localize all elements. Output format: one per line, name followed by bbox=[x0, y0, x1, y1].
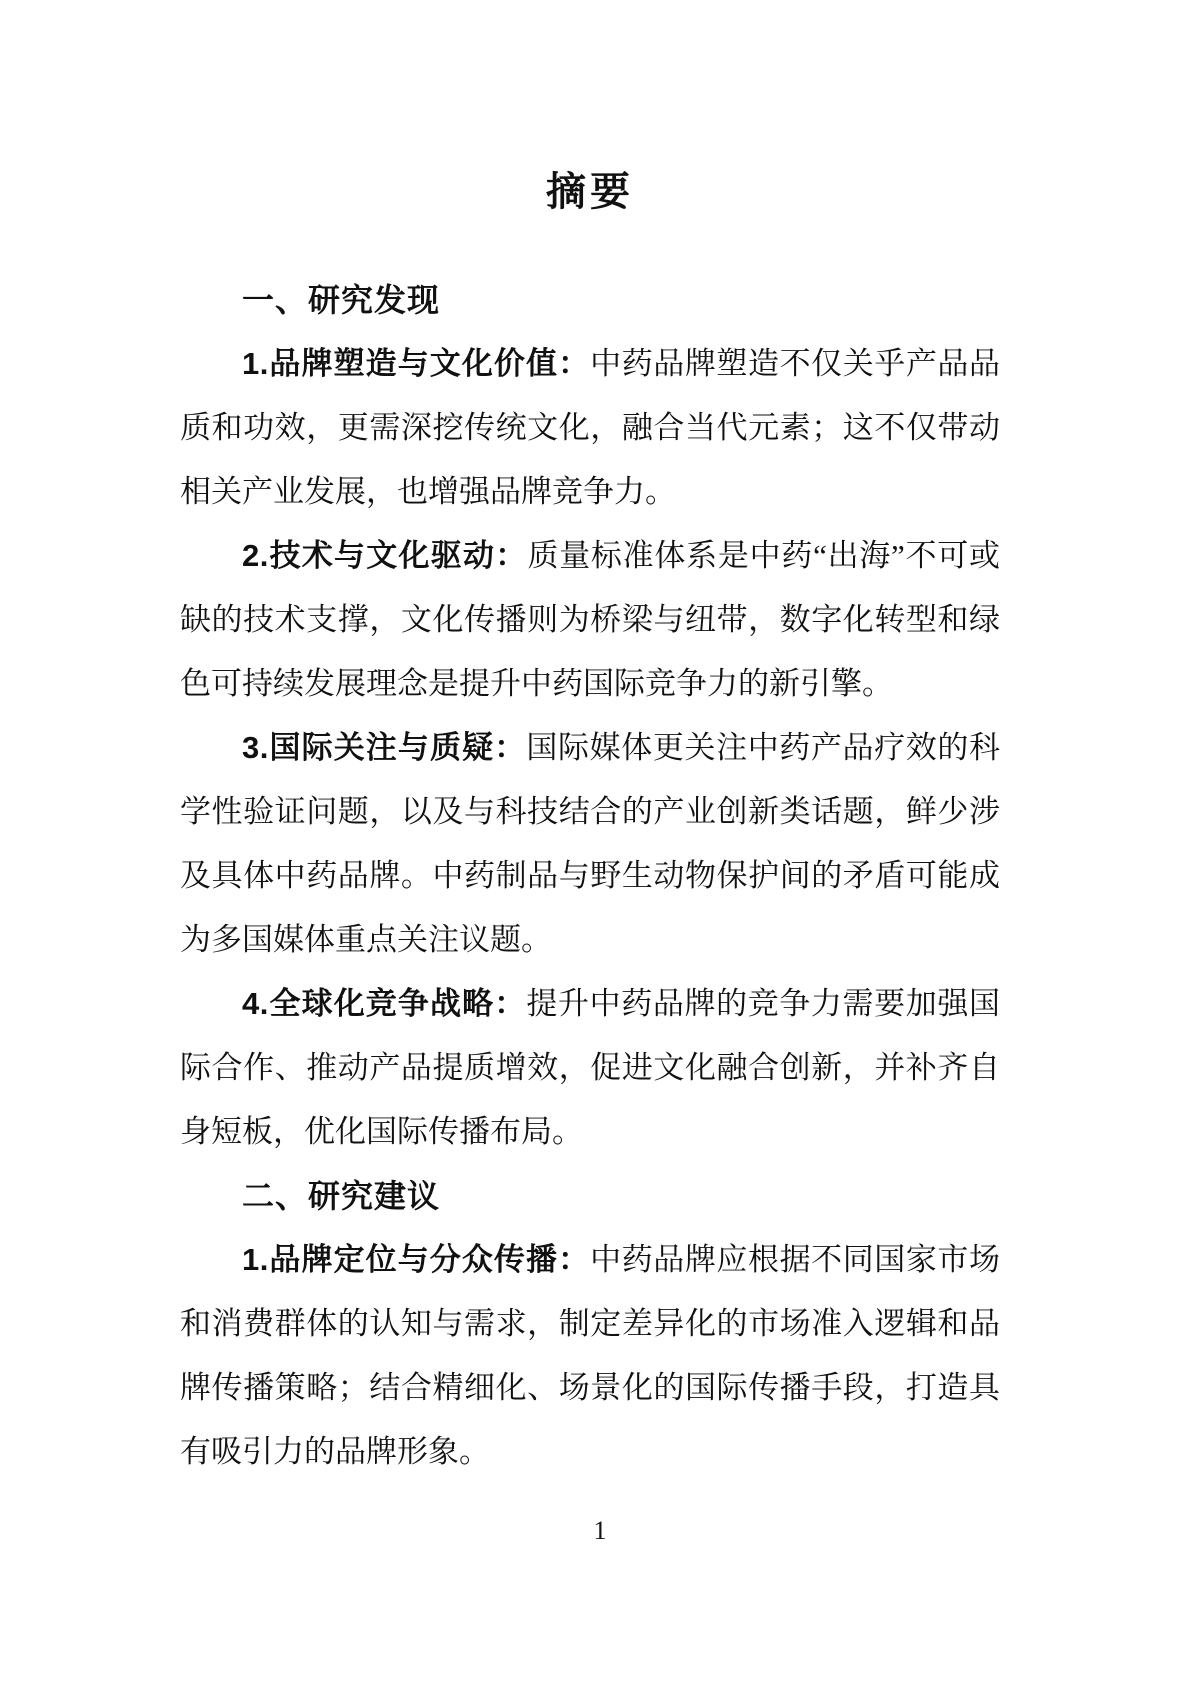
paragraph-label: 4.全球化竞争战略： bbox=[242, 986, 527, 1021]
page-title: 摘要 bbox=[546, 170, 634, 214]
paragraph-tech-culture-drive bbox=[180, 524, 1000, 716]
paragraph-label: 3.国际关注与质疑： bbox=[242, 730, 527, 765]
section-heading-research-recommendations: 二、研究建议 bbox=[242, 1178, 441, 1214]
section-heading-research-findings: 一、研究发现 bbox=[242, 282, 441, 318]
page-footer bbox=[0, 1516, 1200, 1546]
body-text bbox=[180, 268, 1000, 1484]
paragraph-international-concern bbox=[180, 716, 1000, 972]
paragraph-text: 国际媒体更关注中药产品疗效的科学性验证问题，以及与科技结合的产业创新类话题，鲜少涉及具体中药品牌。中药制品与野生动物保护间的矛盾可能成为多国媒体重点关注议题。 bbox=[180, 730, 1000, 957]
paragraph-label: 1.品牌定位与分众传播： bbox=[242, 1242, 591, 1277]
paragraph-global-competition-strategy bbox=[180, 972, 1000, 1164]
page-number: 1 bbox=[593, 1516, 607, 1545]
paragraph-text: 质量标准体系是中药“出海”不可或缺的技术支撑，文化传播则为桥梁与纽带，数字化转型和绿色可持续发展理念是提升中药国际竞争力的新引擎。 bbox=[180, 538, 1000, 701]
paragraph-label: 1.品牌塑造与文化价值： bbox=[242, 346, 591, 381]
paragraph-text: 中药品牌应根据不同国家市场和消费群体的认知与需求，制定差异化的市场准入逻辑和品牌传播策略；结合精细化、场景化的国际传播手段，打造具有吸引力的品牌形象。 bbox=[180, 1242, 1000, 1469]
paragraph-text: 中药品牌塑造不仅关乎产品品质和功效，更需深挖传统文化，融合当代元素；这不仅带动相关产业发展，也增强品牌竞争力。 bbox=[180, 346, 1000, 509]
paragraph-text: 提升中药品牌的竞争力需要加强国际合作、推动产品提质增效，促进文化融合创新，并补齐自身短板，优化国际传播布局。 bbox=[180, 986, 1000, 1149]
paragraph-brand-culture-value bbox=[180, 332, 1000, 524]
paragraph-label: 2.技术与文化驱动： bbox=[242, 538, 528, 573]
paragraph-brand-positioning bbox=[180, 1228, 1000, 1484]
